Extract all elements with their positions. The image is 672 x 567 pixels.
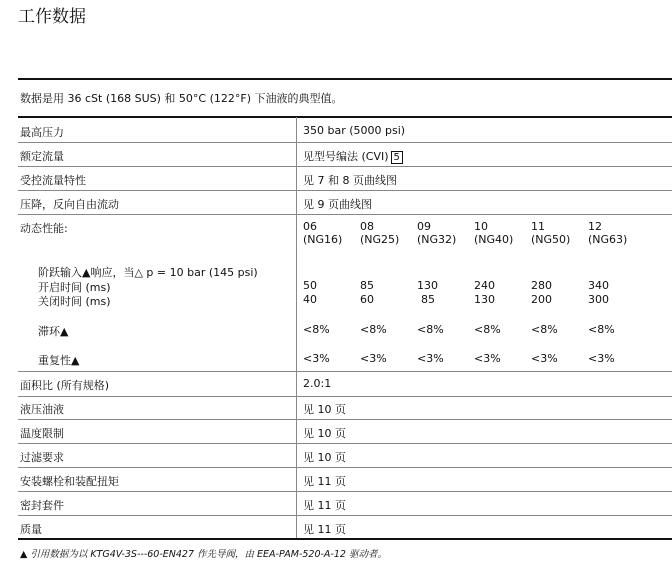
row-value-rated-flow — [303, 148, 403, 164]
repeatability-value: <3% — [417, 352, 444, 365]
row-divider — [18, 142, 672, 143]
size-column-12 — [588, 220, 644, 246]
row-label-temperature-limits: 温度限制 — [20, 427, 64, 440]
dynamic-performance-label: 动态性能: — [20, 222, 68, 235]
row-label-pressure-drop: 压降，反向自由流动 — [20, 198, 119, 211]
row-label-seal-kits: 密封套件 — [20, 499, 64, 512]
repeatability-value: <3% — [474, 352, 501, 365]
row-value-mass: 见 11 页 — [303, 523, 346, 536]
row-divider — [18, 443, 672, 444]
hysteresis-value: <8% — [360, 323, 387, 336]
row-divider — [18, 467, 672, 468]
row-label-hydraulic-fluid: 液压油液 — [20, 403, 64, 416]
size-code: 06 — [303, 220, 317, 233]
row-value-filtration: 见 10 页 — [303, 451, 346, 464]
row-value-seal-kits: 见 11 页 — [303, 499, 346, 512]
table-top-border — [18, 116, 672, 118]
size-code: 12 — [588, 220, 602, 233]
row-value-mounting-bolts: 见 11 页 — [303, 475, 346, 488]
row-divider — [18, 396, 672, 397]
row-value-max-pressure: 350 bar (5000 psi) — [303, 124, 406, 137]
repeatability-value: <3% — [303, 352, 330, 365]
rated-flow-text: 见型号编法 (CVI) — [303, 150, 389, 163]
size-column-06 — [303, 220, 359, 246]
footnote: ▲ 引用数据为以 KTG4V-3S---60-EN427 作先导阀，由 EEA-PAM-520-A-12 驱动者。 — [20, 549, 387, 560]
size-ng: (NG25) — [360, 233, 400, 246]
row-label-rated-flow: 额定流量 — [20, 150, 64, 163]
row-value-pressure-drop: 见 9 页曲线图 — [303, 198, 372, 211]
intro-note: 数据是用 36 cSt (168 SUS) 和 50°C (122°F) 下油液的典型值。 — [20, 92, 343, 105]
hysteresis-value: <8% — [417, 323, 444, 336]
size-column-08 — [360, 220, 416, 246]
row-label-flow-characteristics: 受控流量特性 — [20, 174, 86, 187]
size-column-10 — [474, 220, 530, 246]
size-code: 11 — [531, 220, 545, 233]
row-divider — [18, 491, 672, 492]
row-value-hydraulic-fluid: 见 10 页 — [303, 403, 346, 416]
repeatability-value: <3% — [588, 352, 615, 365]
row-label-mass: 质量 — [20, 523, 42, 536]
column-divider-dynamic — [296, 215, 297, 371]
row-divider — [18, 515, 672, 516]
size-code: 10 — [474, 220, 488, 233]
repeatability-value: <3% — [531, 352, 558, 365]
row-label-max-pressure: 最高压力 — [20, 126, 64, 139]
row-label-area-ratio: 面积比 (所有规格) — [20, 379, 110, 392]
row-label-filtration: 过滤要求 — [20, 451, 64, 464]
row-value-temperature-limits: 见 10 页 — [303, 427, 346, 440]
page-title: 工作数据 — [18, 7, 86, 27]
open-time-value: 240 — [474, 279, 495, 292]
close-time-value: 200 — [531, 293, 552, 306]
size-ng: (NG50) — [531, 233, 571, 246]
row-value-area-ratio: 2.0:1 — [303, 377, 332, 390]
repeatability-label: 重复性▲ — [38, 354, 80, 367]
size-column-11 — [531, 220, 587, 246]
row-label-mounting-bolts: 安装螺栓和装配扭矩 — [20, 475, 119, 488]
close-time-value: 40 — [303, 293, 317, 306]
size-code: 08 — [360, 220, 374, 233]
row-value-flow-characteristics: 见 7 和 8 页曲线图 — [303, 174, 397, 187]
size-ng: (NG63) — [588, 233, 628, 246]
hysteresis-value: <8% — [531, 323, 558, 336]
open-time-value: 130 — [417, 279, 438, 292]
repeatability-value: <3% — [360, 352, 387, 365]
row-divider — [18, 371, 672, 372]
size-column-09 — [417, 220, 473, 246]
row-divider — [18, 214, 672, 215]
size-ng: (NG32) — [417, 233, 457, 246]
row-divider — [18, 166, 672, 167]
open-time-label: 开启时间 (ms) — [38, 281, 111, 294]
divider-top — [18, 78, 672, 80]
open-time-value: 85 — [360, 279, 374, 292]
rated-flow-box-reference: 5 — [391, 151, 403, 164]
size-ng: (NG40) — [474, 233, 514, 246]
open-time-value: 50 — [303, 279, 317, 292]
row-divider — [18, 419, 672, 420]
table-bottom-border — [18, 538, 672, 540]
hysteresis-value: <8% — [303, 323, 330, 336]
hysteresis-value: <8% — [474, 323, 501, 336]
close-time-label: 关闭时间 (ms) — [38, 295, 111, 308]
open-time-value: 340 — [588, 279, 609, 292]
size-ng: (NG16) — [303, 233, 343, 246]
hysteresis-value: <8% — [588, 323, 615, 336]
row-divider — [18, 190, 672, 191]
close-time-value: 60 — [360, 293, 374, 306]
close-time-value: 85 — [421, 293, 435, 306]
close-time-value: 300 — [588, 293, 609, 306]
size-code: 09 — [417, 220, 431, 233]
close-time-value: 130 — [474, 293, 495, 306]
step-response-label: 阶跃输入▲响应，当△ p = 10 bar (145 psi) — [38, 266, 258, 279]
open-time-value: 280 — [531, 279, 552, 292]
hysteresis-label: 滞环▲ — [38, 325, 69, 338]
